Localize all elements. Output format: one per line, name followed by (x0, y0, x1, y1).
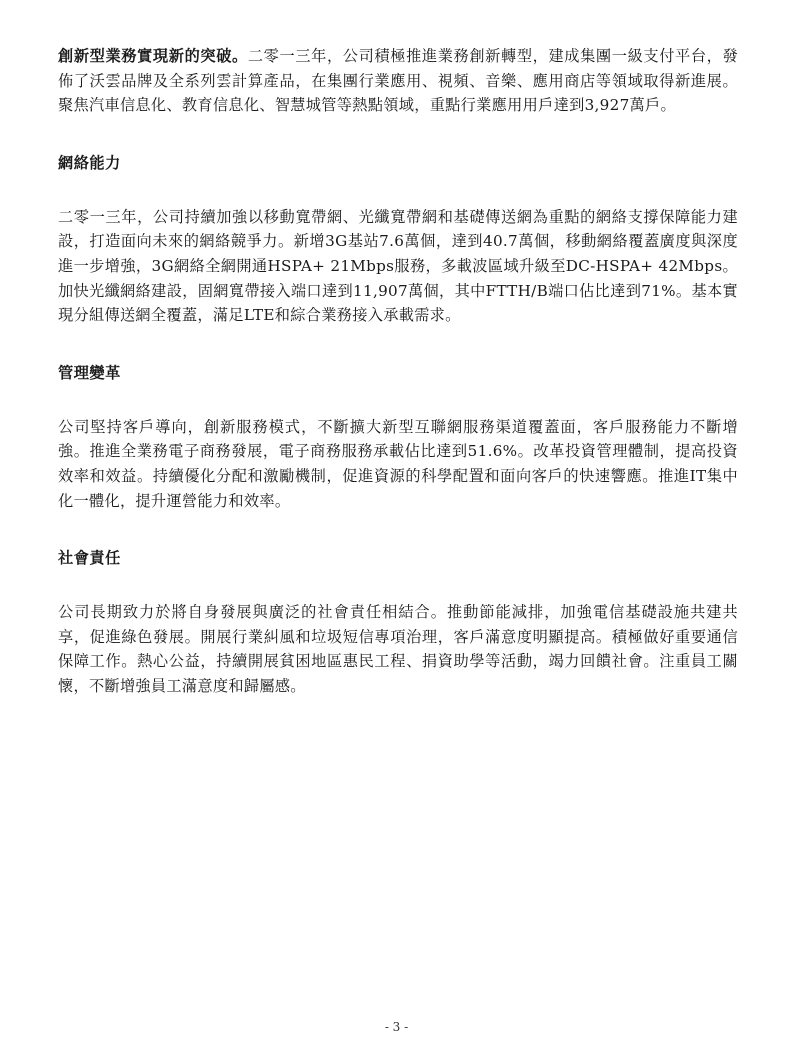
section-body-management: 公司堅持客戶導向，創新服務模式，不斷擴大新型互聯網服務渠道覆蓋面，客戶服務能力不斷增強。推進全業務電子商務發展，電子商務服務承載佔比達到51.6%。改革投資管理體制，提高投資效率和效益。持續優化分配和激勵機制，促進資源的科學配置和面向客戶的快速響應。推進IT集中化一體化，提升運營能力和效率。 (58, 417, 738, 510)
section-body-social: 公司長期致力於將自身發展與廣泛的社會責任相結合。推動節能減排，加強電信基礎設施共建共享，促進綠色發展。開展行業糾風和垃圾短信專項治理，客戶滿意度明顯提高。積極做好重要通信保障工作。熱心公益，持續開展貧困地區惠民工程、捐資助學等活動，竭力回饋社會。注重員工關懷，不斷增強員工滿意度和歸屬感。 (58, 603, 738, 695)
section-heading-network: 網絡能力 (58, 153, 121, 172)
intro-body-text: 二零一三年，公司積極推進業務創新轉型，建成集團一級支付平台，發佈了沃雲品牌及全系列雲計算產品，在集團行業應用、視頻、音樂、應用商店等領域取得新進展。聚焦汽車信息化、教育信息化、智慧城管等熱點領域，重點行業應用用戶達到3,927萬戶。 (58, 47, 738, 115)
document-page (58, 44, 738, 699)
section-heading-management: 管理變革 (58, 363, 121, 382)
section-heading-social: 社會責任 (58, 549, 121, 568)
page-number: - 3 - (384, 1020, 409, 1034)
section-body-network: 二零一三年，公司持續加強以移動寬帶網、光纖寬帶網和基礎傳送網為重點的網絡支撐保障能力建設，打造面向未來的網絡競爭力。新增3G基站7.6萬個，達到40.7萬個，移動網絡覆蓋廣度與深度進一步增強，3G網絡全網開通HSPA+ 21Mbps服務，多載波區域升級至DC-HSPA+ 42Mbps。加快光纖網絡建設，固網寬帶接入端口達到11,907萬個，其中FTTH/B端口佔比達到71%。基本實現分組傳送網全覆蓋，滿足LTE和綜合業務接入承載需求。 (58, 207, 738, 325)
intro-paragraph (58, 44, 738, 118)
intro-lead-text: 創新型業務實現新的突破。 (58, 47, 248, 65)
